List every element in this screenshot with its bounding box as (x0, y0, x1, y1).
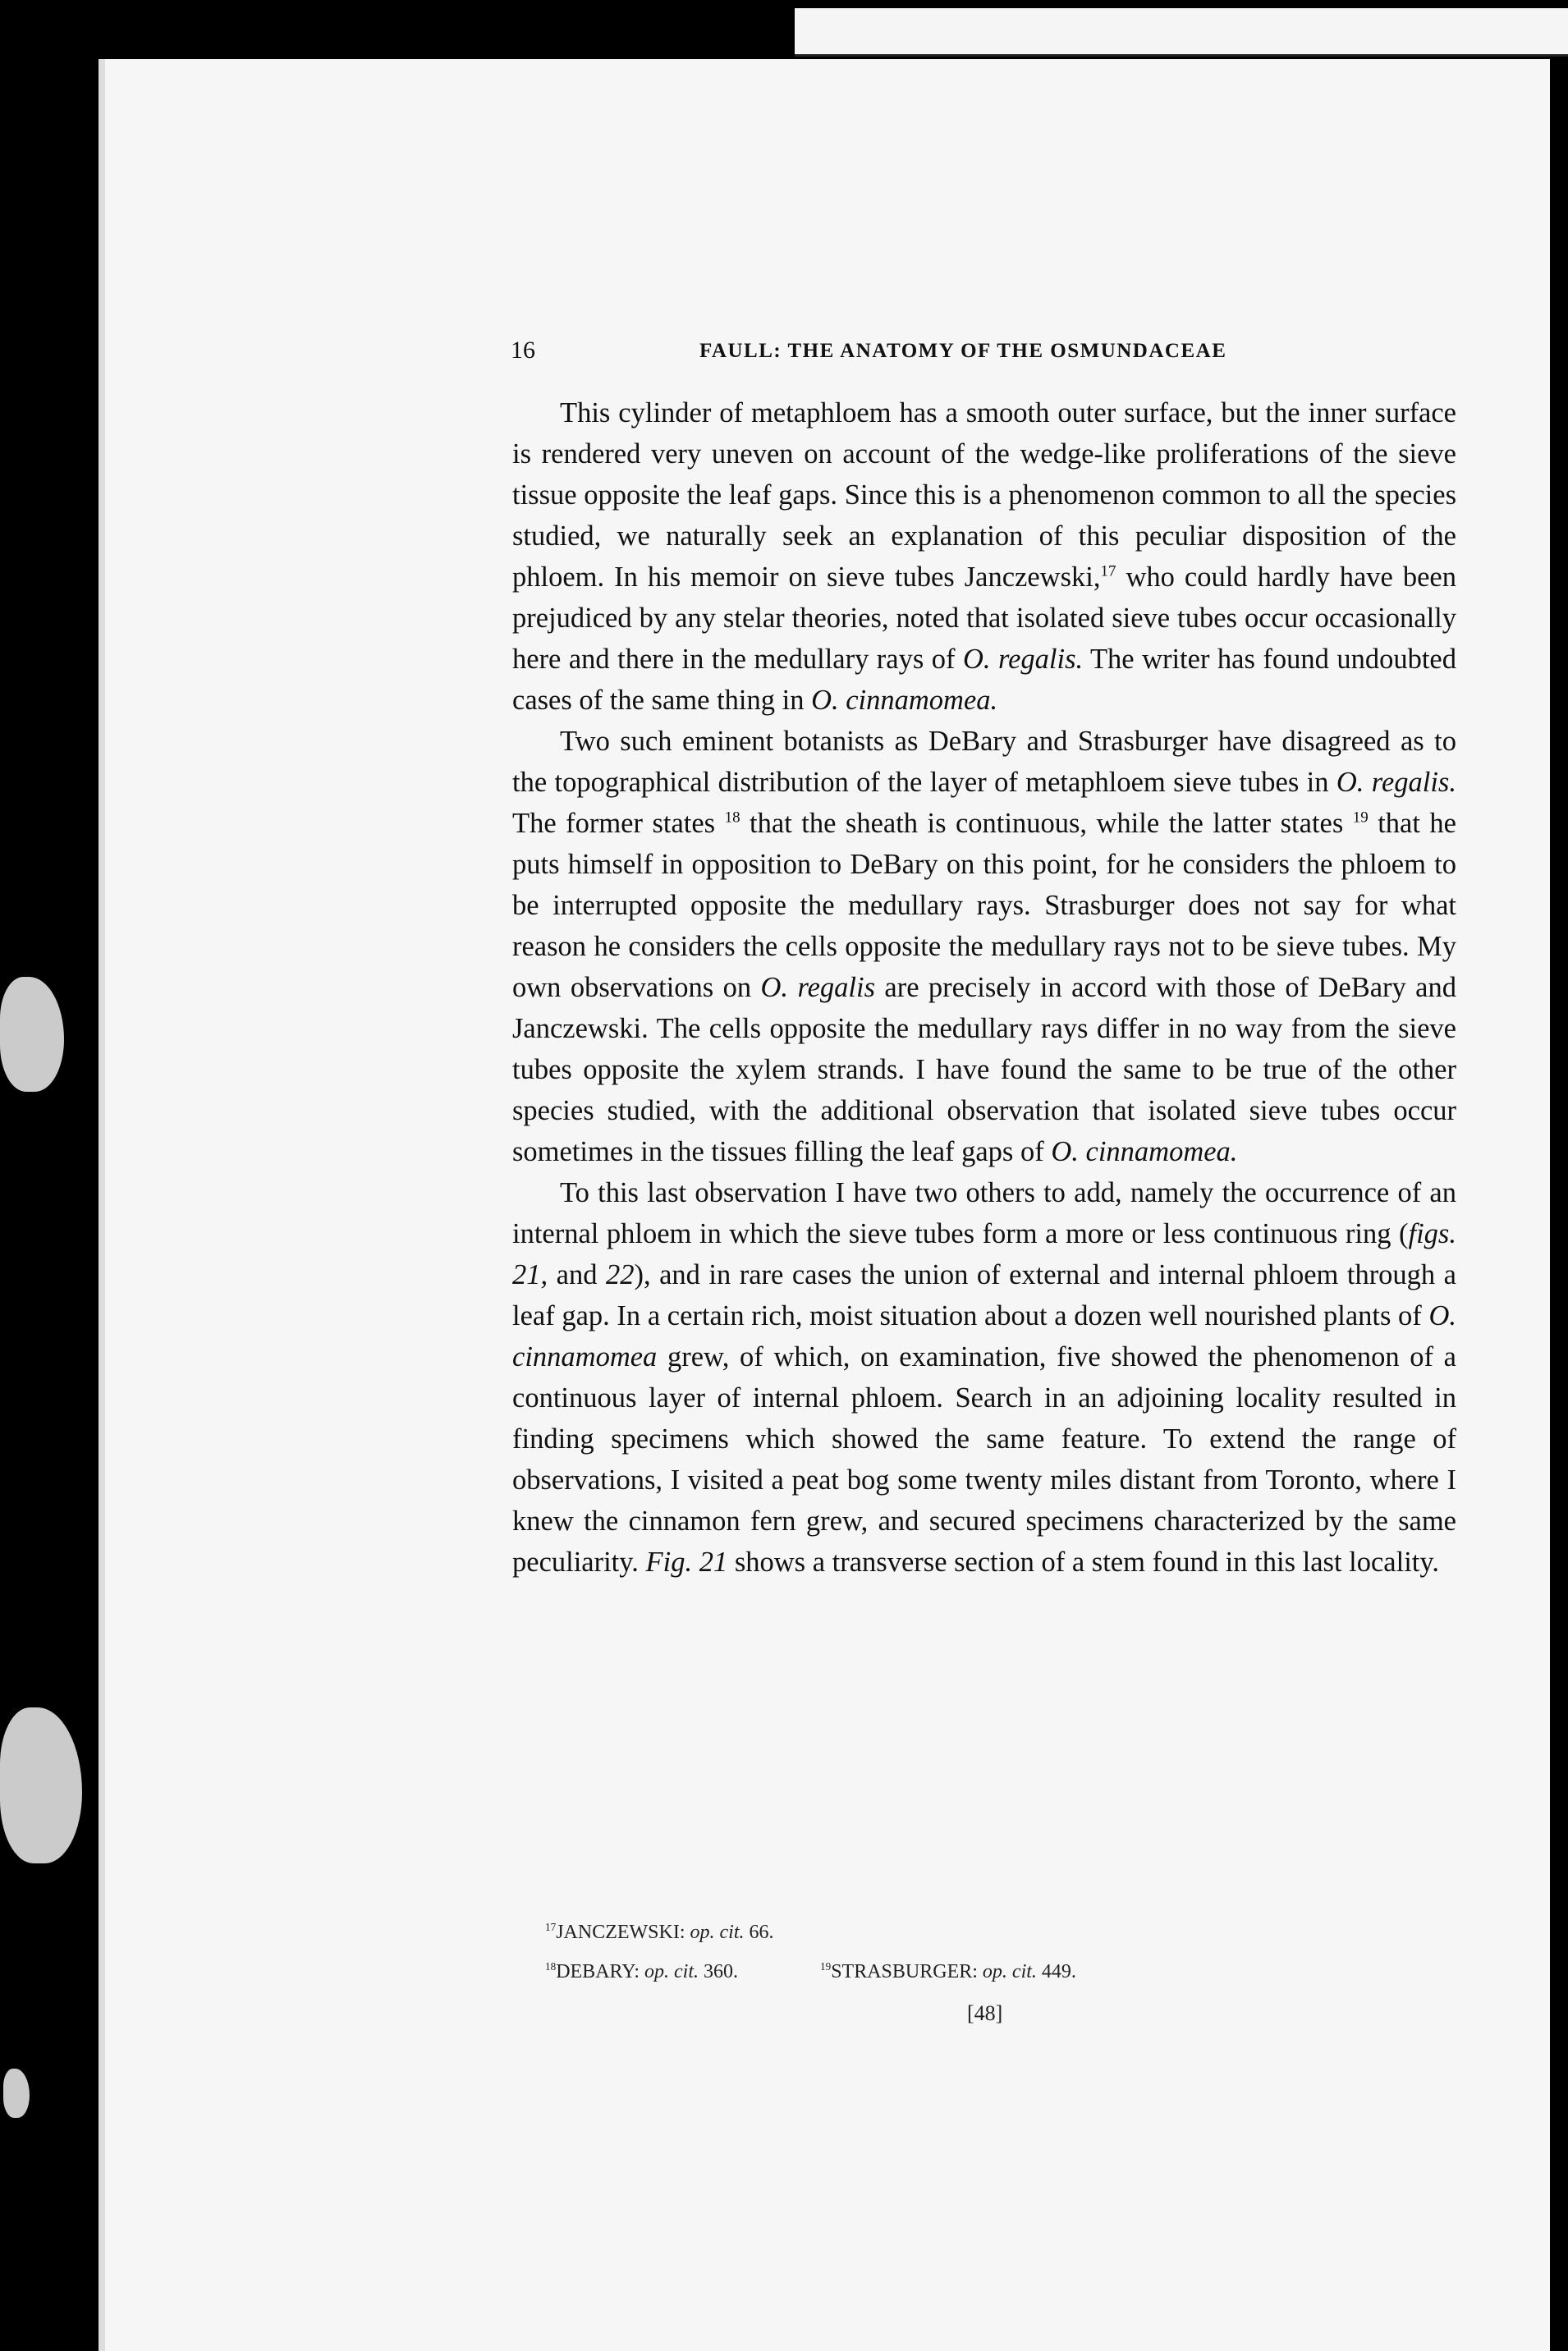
italic-text: Fig. 21 (645, 1547, 728, 1578)
text-run: To this last observation I have two others to add, namely the occurrence of an internal phloem in which the sieve tubes form a more or less continuous ring ( (512, 1177, 1456, 1249)
folio-number: [48] (967, 2001, 1003, 2025)
footnote-author: JANCZEWSKI (556, 1922, 680, 1943)
text-run: are precisely in accord with those of DeBary and Janczewski. The cells opposite the medullary rays differ in no way from the sieve tubes opposite the xylem strands. I have found the same to be true of the other species studied, with the additional observation that isolated sieve tubes occur sometimes in the tissues filling the leaf gaps of (512, 972, 1456, 1167)
text-run: and (548, 1259, 606, 1290)
footnote-number: 17 (545, 1921, 557, 1933)
footnotes (545, 1913, 1489, 1991)
paragraph (512, 392, 1456, 721)
running-head: FAULL: THE ANATOMY OF THE OSMUNDACEAE (699, 340, 1227, 362)
italic-text: O. cinnamomea. (1051, 1136, 1238, 1167)
text-run: Two such eminent botanists as DeBary and Strasburger have disagreed as to the topographical distribution of the layer of metaphloem sieve tubes in (512, 726, 1456, 798)
footnote-ref-mark: 17 (1100, 562, 1116, 580)
text-run: ), and in rare cases the union of external and internal phloem through a leaf gap. In a certain rich, moist situation about a dozen well nourished plants of (512, 1259, 1456, 1331)
footnote-author: DEBARY (556, 1961, 635, 1982)
italic-text: O. cinnamomea. (811, 685, 998, 716)
italic-text: figs. 21, (512, 1218, 1456, 1290)
italic-text: O. regalis. (962, 644, 1084, 675)
scan-dark-border (0, 0, 99, 2351)
text-run: that he puts himself in opposition to DeBary on this point, for he considers the phloem to be interrupted opposite the medullary rays. Strasburger does not say for what reason he considers the cells opposite the medullary rays not to be sieve tubes. My own observations on (512, 808, 1456, 1003)
footnote-number: 19 (820, 1960, 832, 1973)
italic-text: O. regalis (760, 972, 875, 1003)
italic-text: O. cinnamomea (512, 1300, 1456, 1373)
italic-text: O. regalis. (1336, 767, 1456, 798)
text-run: This cylinder of metaphloem has a smooth outer surface, but the inner surface is rendered very uneven on account of the wedge-like proliferations of the sieve tissue opposite the leaf gaps. Since this is a phenomenon common to all the species studied, we naturally seek an explanation of this peculiar disposition of the phloem. In his memoir on sieve tubes Janczewski, (512, 397, 1456, 593)
footnote-17 (545, 1913, 1489, 1952)
text-run: shows a transverse section of a stem found in this last locality. (727, 1547, 1439, 1578)
footnote-author: STRASBURGER (831, 1961, 973, 1982)
text-run: that the sheath is continuous, while the latter states (740, 808, 1353, 839)
paragraph (512, 1172, 1456, 1583)
footnote-ref: op. cit. (982, 1961, 1037, 1982)
footnote-ref: op. cit. (644, 1961, 699, 1982)
footnote-page: 449. (1036, 1961, 1076, 1982)
italic-text: 22 (605, 1259, 635, 1290)
footnote-ref-mark: 19 (1352, 809, 1369, 827)
footnote-sep: : (679, 1922, 690, 1943)
footnote-18 (545, 1952, 738, 1991)
text-run: who could hardly have been prejudiced by any stelar theories, noted that isolated sieve tubes occur occasionally here and there in the medullary rays of (512, 561, 1456, 675)
footnote-19 (820, 1952, 1076, 1991)
footnote-page: 66. (744, 1922, 774, 1943)
paragraph (512, 721, 1456, 1172)
footnote-page: 360. (699, 1961, 739, 1982)
body-text (512, 392, 1456, 1583)
footnote-sep: : (972, 1961, 983, 1982)
text-run: The former states (512, 808, 725, 839)
page-header (511, 337, 1299, 378)
footnote-sep: : (634, 1961, 645, 1982)
text-run: grew, of which, on examination, five showed the phenomenon of a continuous layer of internal phloem. Search in an adjoining locality resulted in finding specimens which showed the same feature. To extend the range of observations, I visited a peat bog some twenty miles distant from Toronto, where I knew the cinnamon fern grew, and secured specimens characterized by the same peculiarity. (512, 1341, 1456, 1578)
page-number: 16 (511, 337, 535, 364)
scan-top-strip (795, 8, 1568, 57)
footnote-number: 18 (545, 1960, 557, 1973)
text-run: The writer has found undoubted cases of the same thing in (512, 644, 1456, 716)
footnote-ref-mark: 18 (724, 809, 740, 827)
footnote-ref: op. cit. (690, 1922, 745, 1943)
